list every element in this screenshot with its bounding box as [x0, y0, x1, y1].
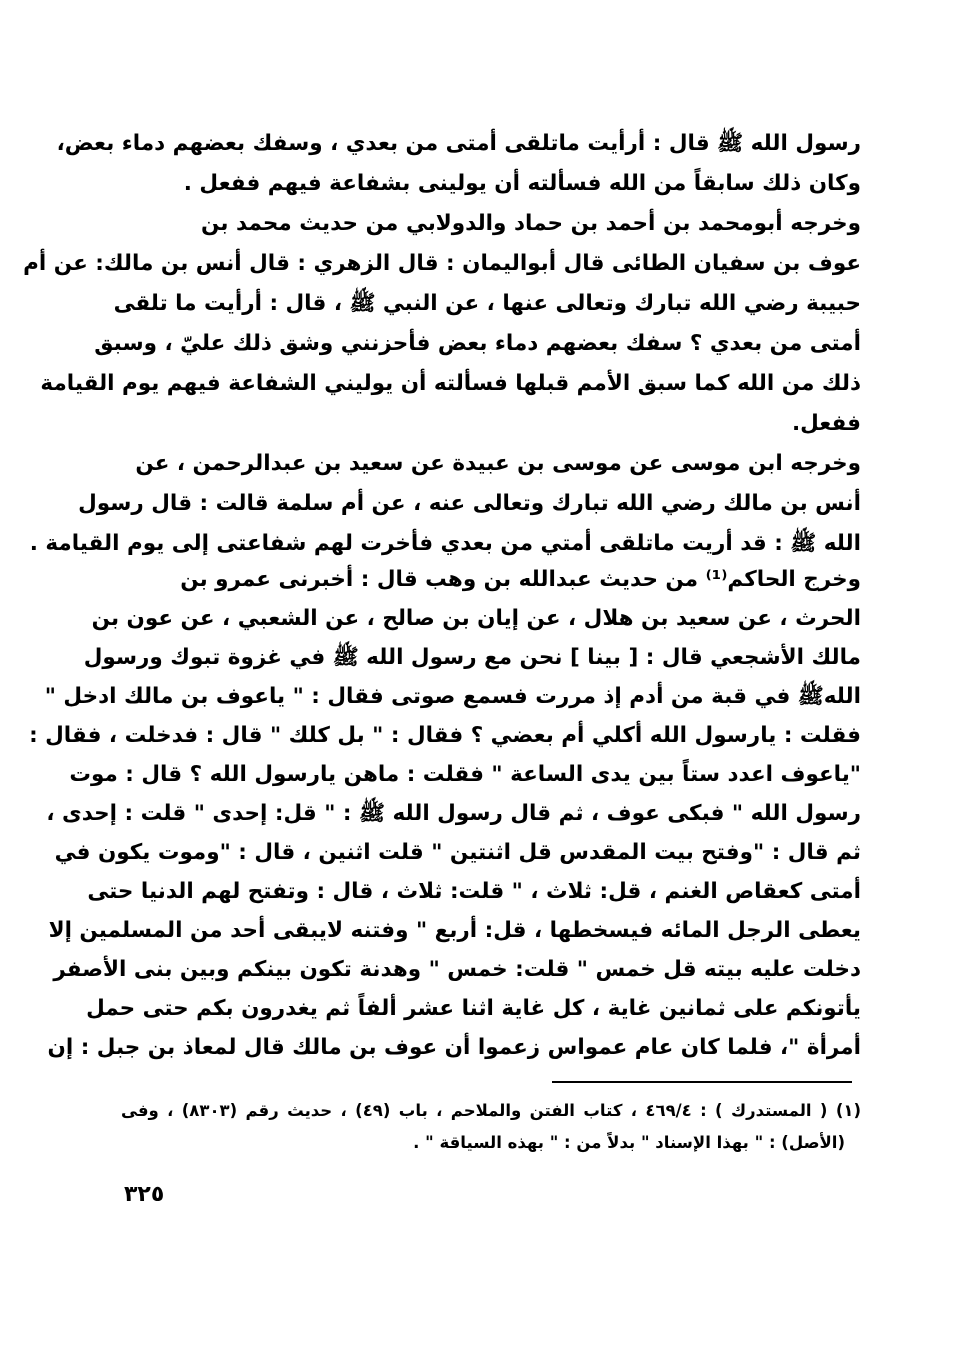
body-line-7: ذلك من الله كما سبق الأمم قبلها فسألته أن يوليني الشفاعة فيهم يوم القيامة — [40, 371, 861, 396]
body-line-14: مالك الأشجعي قال : [ بينا ] نحن مع رسول الله ﷺ في غزوة تبوك ورسول — [83, 645, 861, 670]
body-line-11: الله ﷺ : قد أريت ماتلقى أمتي من بعدي فأخرت لهم شفاعتى إلى يوم القيامة . — [29, 531, 861, 556]
body-line-23: يأتونكم على ثمانين غاية ، كل غاية اثنا عشر ألفاً ثم يغدرون بكم حتى حمل — [86, 996, 861, 1021]
body-line-13: الحرث ، عن سعيد بن هلال ، عن إيان بن صالح ، عن الشعبي ، عن عون بن — [91, 606, 861, 631]
footnote-separator — [552, 1081, 852, 1083]
body-line-2: وكان ذلك سابقاً من الله فسألته أن يولينى بشفاعة فيهم ففعل . — [183, 171, 861, 196]
body-line-9: وخرجه ابن موسى عن موسى بن عبيدة عن سعيد بن عبدالرحمن ، عن — [135, 451, 861, 476]
body-line-5: حبيبة رضي الله تبارك وتعالى عنها ، عن النبي ﷺ ، قال : أرأيت ما تلقى — [113, 291, 861, 316]
body-line-22: دخلت عليه بيته قل خمس " قلت: خمس " وهدنة تكون بينكم وبين بنى الأصفر — [53, 957, 861, 982]
body-line-20: أمتى كعقاص الغنم ، قل: ثلاث ، " قلت: ثلاث ، قال : وتفتح لهم الدنيا حتى — [87, 879, 861, 904]
body-line-15: اللهﷺ في قبة من أدم إذ مررت فسمع صوتى فقال : " ياعوف بن مالك ادخل " — [44, 684, 861, 709]
body-line-1: رسول الله ﷺ قال : أرأيت ماتلقى أمتى من بعدي ، وسفك بعضهم دماء بعض، — [56, 131, 861, 156]
body-line-8: ففعل. — [791, 411, 861, 436]
body-line-19: ثم قال : "وفتح بيت المقدس قل اثنتين " قلت اثنين ، قال : "وموت يكون في — [54, 840, 861, 865]
body-line-6: أمتى من بعدي ؟ سفك بعضهم دماء بعض فأحزنني وشق ذلك عليّ ، وسبق — [94, 331, 861, 356]
body-line-4: عوف بن سفيان الطائى قال أبواليمان : قال الزهري : قال أنس بن مالك: عن أم — [23, 251, 861, 276]
body-line-24: أمرأة "، فلما كان عام عمواس زعموا أن عوف بن مالك قال لمعاذ بن جبل : إن — [47, 1035, 861, 1060]
body-line-16: فقلت : يارسول الله أكلي أم بعضي ؟ فقال : " بل كلك " قال : فدخلت ، فقال : — [29, 723, 861, 748]
body-line-3: وخرجه أبومحمد بن أحمد بن حماد والدولابي من حديث محمد بن — [201, 211, 861, 236]
body-line-18: رسول الله " فبكى عوف ، ثم قال رسول الله ﷺ : " قل: إحدى " قلت : إحدى ، — [46, 801, 861, 826]
page-number: ٣٢٥ — [124, 1182, 165, 1207]
footnote-line-1: (١) ( المستدرك ) : ٤٦٩/٤ ، كتاب الفتن والملاحم ، باب (٤٩) ، حديث رقم (٨٣٠٣) ، وفى — [121, 1101, 861, 1120]
body-line-17: "ياعوف اعدد ستاً بين يدى الساعة " فقلت : ماهن يارسول الله ؟ قال : موت — [69, 762, 861, 787]
footnote-line-2: (الأصل) : " بهذا الإسناد " بدلاً من : " بهذه السياقة " . — [413, 1133, 845, 1152]
body-line-10: أنس بن مالك رضي الله تبارك وتعالى عنه ، عن أم سلمة قالت : قال رسول — [78, 491, 861, 516]
body-line-21: يعطى الرجل المائه فيسخطها ، قل: أربع " وفتنه لايبقى أحد من المسلمين إلا — [48, 918, 861, 943]
body-line-12: وخرج الحاكم⁽¹⁾ من حديث عبدالله بن وهب قال : أخبرنى عمرو بن — [180, 567, 861, 592]
